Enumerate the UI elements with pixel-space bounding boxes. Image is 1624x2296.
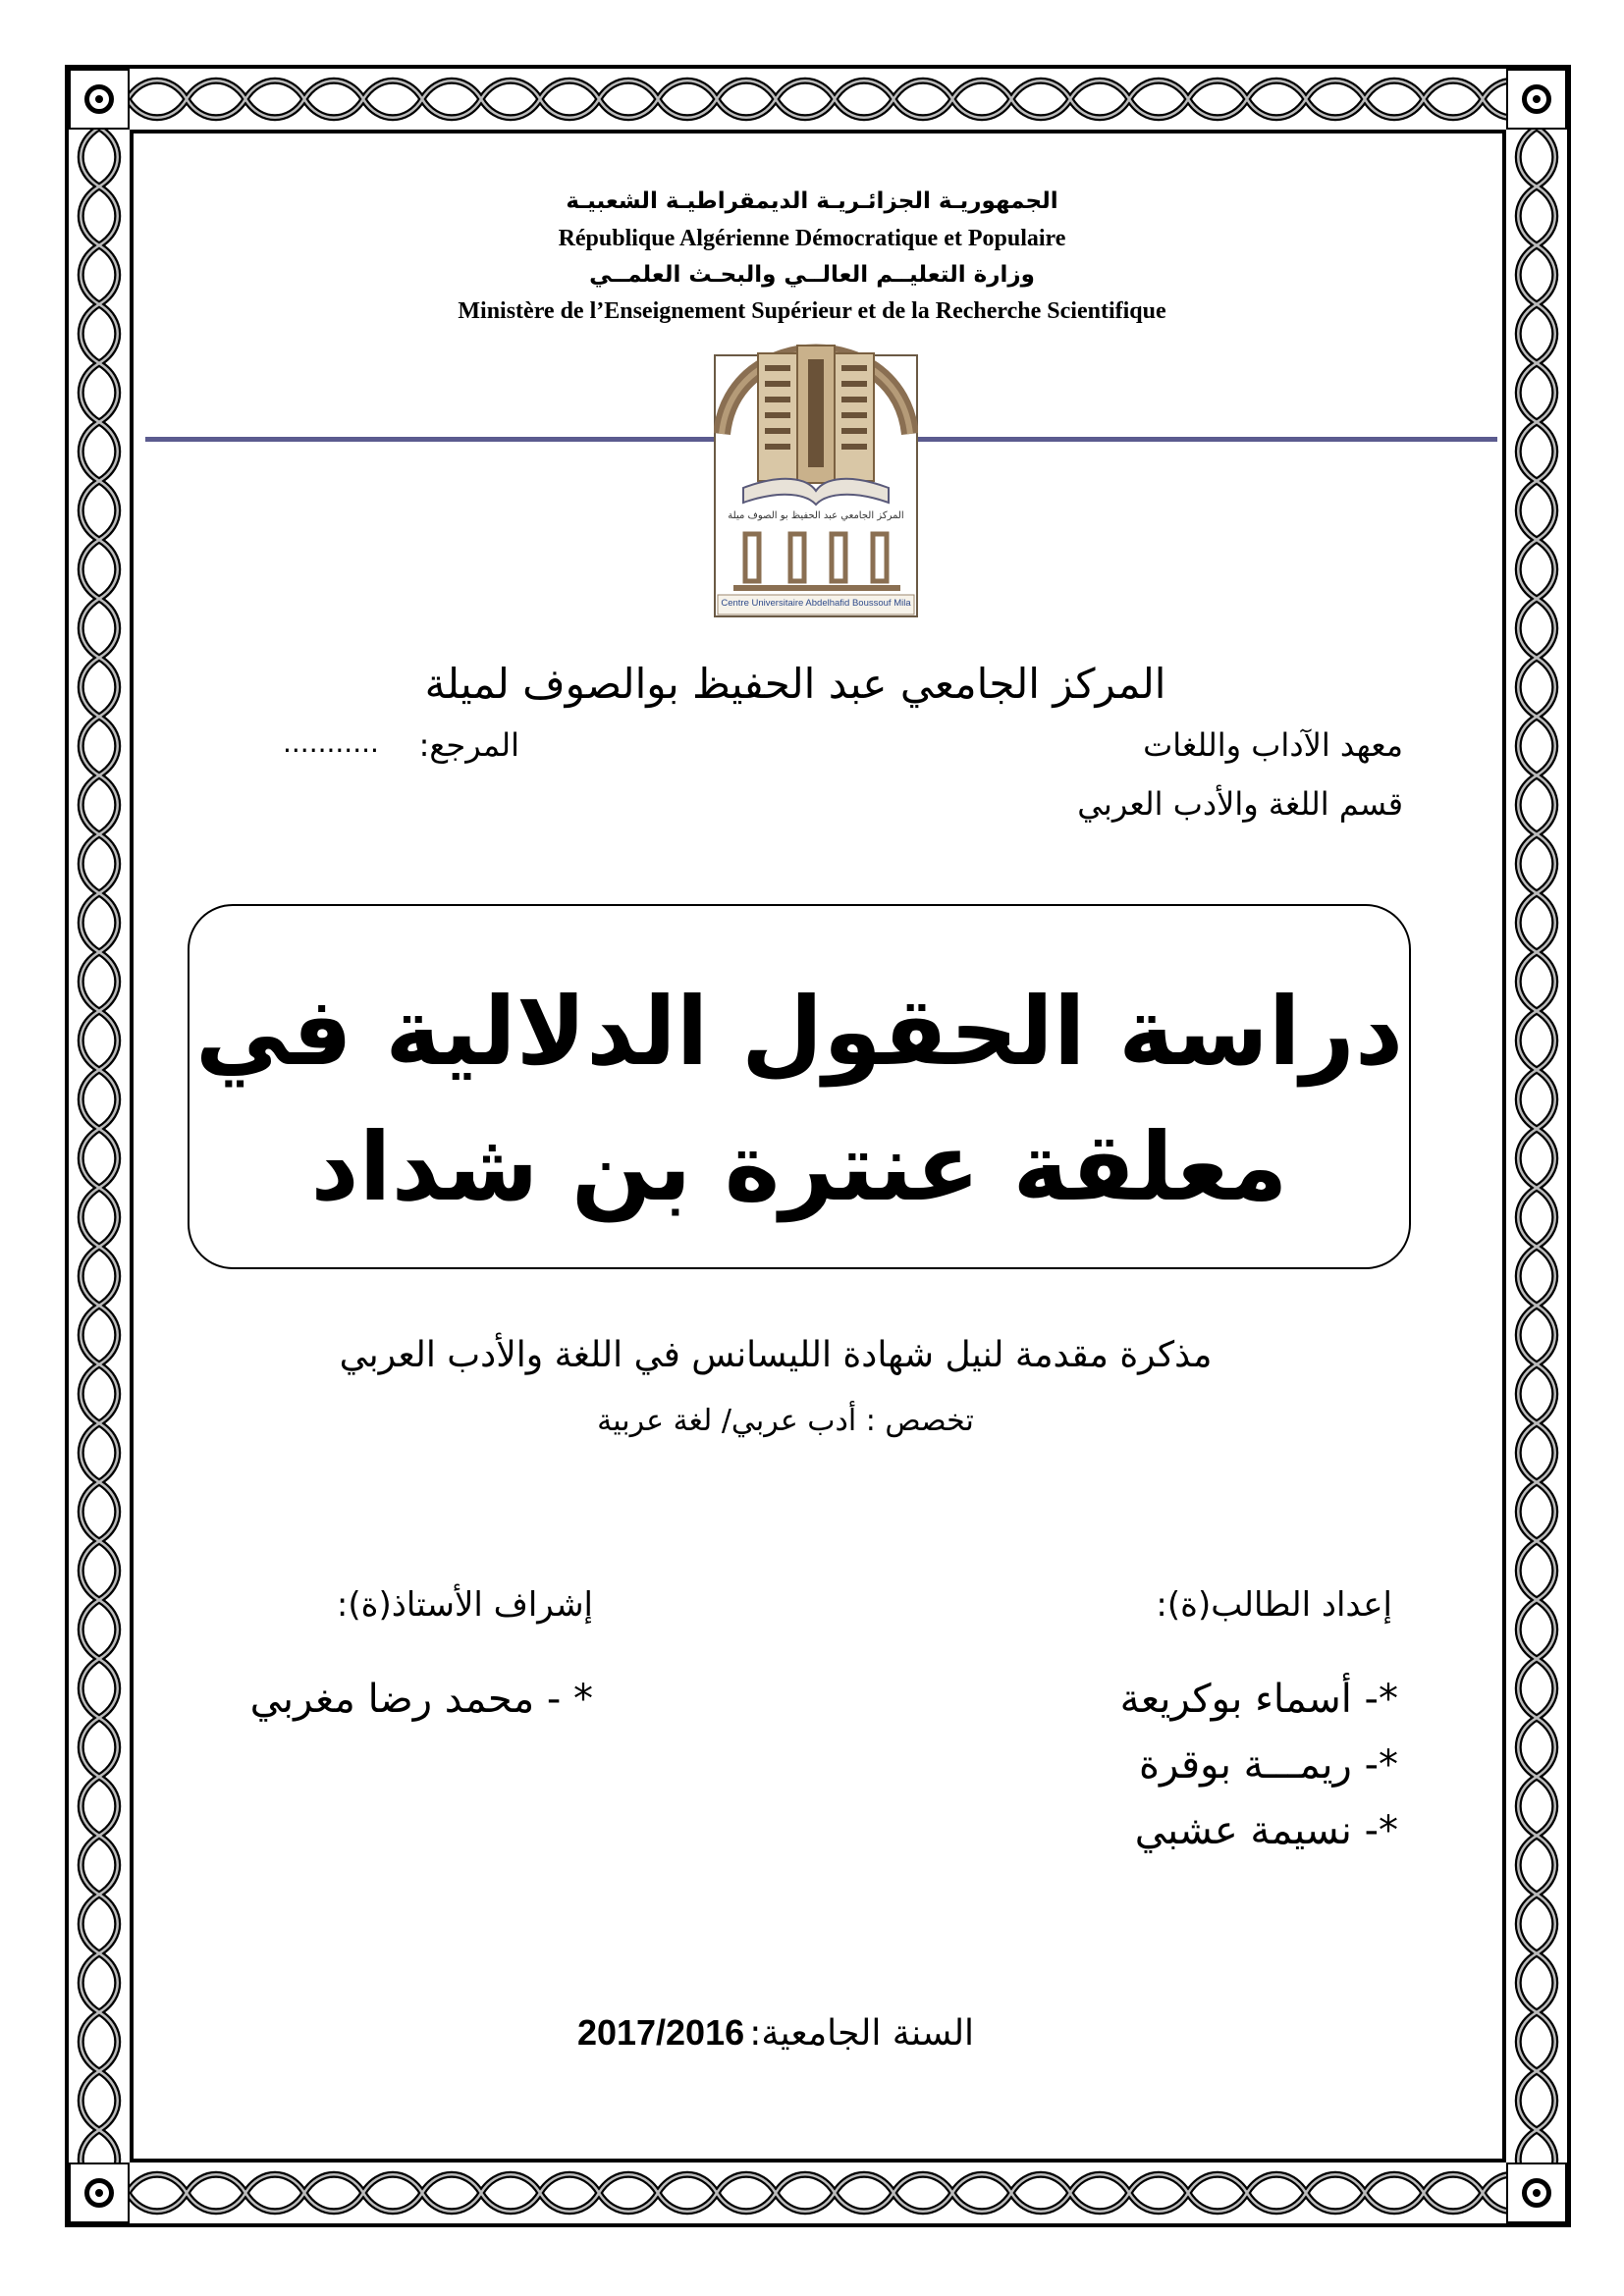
student-name-3: *- نسيمة عشبي <box>1134 1808 1398 1853</box>
border-pattern-right <box>1506 69 1567 2223</box>
ministry-french: Ministère de l’Enseignement Supérieur et de la Recherche Scientifique <box>458 298 1166 324</box>
title-line-1: دراسة الحقول الدلالية في <box>194 977 1404 1087</box>
corner-ornament-top-left <box>69 69 130 130</box>
department-name: قسم اللغة والأدب العربي <box>1077 785 1403 823</box>
corner-ornament-top-right <box>1506 69 1567 130</box>
institution-name: المركز الجامعي عبد الحفيظ بوالصوف لميلة <box>424 660 1166 708</box>
academic-year <box>530 2012 1021 2054</box>
supervisor-label: إشراف الأستاذ(ة): <box>336 1585 593 1625</box>
academic-year-value: 2017/2016 <box>576 2012 745 2053</box>
header-rule-left <box>145 437 725 442</box>
header-rule-right <box>918 437 1497 442</box>
logo-french-caption: Centre Universitaire Abdelhafid Boussouf Mila <box>721 598 911 609</box>
border-pattern-bottom <box>69 2163 1567 2223</box>
degree-description: مذكرة مقدمة لنيل شهادة الليسانس في اللغة والأدب العربي <box>339 1335 1213 1375</box>
reference-value: ........... <box>283 726 379 759</box>
title-box <box>188 904 1411 1269</box>
university-logo <box>714 316 918 618</box>
supervisor-name: * - محمد رضا مغربي <box>249 1677 593 1722</box>
republic-french: République Algérienne Démocratique et Populaire <box>558 226 1066 251</box>
border-pattern-top <box>69 69 1567 130</box>
academic-year-label: السنة الجامعية: <box>749 2013 975 2054</box>
ministry-arabic: وزارة التعليــم العالــي والبحـث العلمــي <box>589 262 1035 288</box>
student-name-2: *- ريمـــة بوقرة <box>1139 1742 1398 1788</box>
institute-name: معهد الآداب واللغات <box>1143 726 1403 764</box>
title-line-2: معلقة عنترة بن شداد <box>310 1112 1288 1222</box>
corner-ornament-bottom-left <box>69 2163 130 2223</box>
student-name-1: *- أسماء بوكريعة <box>1119 1677 1398 1722</box>
students-label: إعداد الطالب(ة): <box>1156 1585 1392 1625</box>
border-pattern-left <box>69 69 130 2223</box>
specialty: تخصص : أدب عربي/ لغة عربية <box>597 1404 974 1438</box>
corner-ornament-bottom-right <box>1506 2163 1567 2223</box>
republic-arabic: الجمهوريـة الجزائـريـة الديمقراطيـة الشعبيـة <box>566 188 1058 214</box>
logo-arabic-caption: المركز الجامعي عبد الحفيظ بو الصوف ميلة <box>728 510 904 521</box>
reference-label: المرجع: <box>418 726 519 764</box>
